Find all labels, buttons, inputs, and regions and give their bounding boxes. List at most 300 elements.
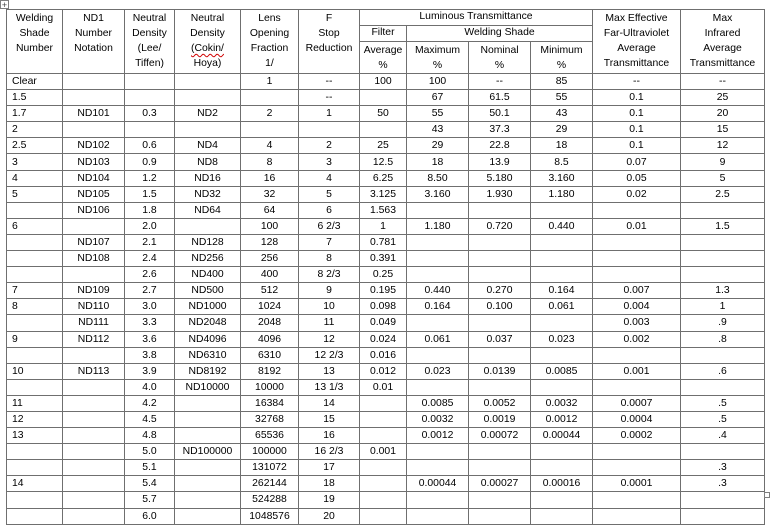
cell-filter-average: 0.01 bbox=[360, 379, 407, 395]
cell-neutral-lee: 3.8 bbox=[125, 347, 175, 363]
cell-filter-average: 12.5 bbox=[360, 154, 407, 170]
table-row bbox=[7, 90, 765, 106]
cell-neutral-cokin: ND8 bbox=[175, 154, 241, 170]
cell-lens-fraction: 100000 bbox=[241, 444, 299, 460]
cell-max-ir: .6 bbox=[681, 363, 765, 379]
cell-maximum: 67 bbox=[407, 90, 469, 106]
cell-lens-fraction: 400 bbox=[241, 267, 299, 283]
cell-max-uv bbox=[593, 508, 681, 524]
cell-minimum: 0.0032 bbox=[531, 395, 593, 411]
cell-neutral-cokin bbox=[175, 476, 241, 492]
cell-nominal: 22.8 bbox=[469, 138, 531, 154]
cell-lens-fraction: 524288 bbox=[241, 492, 299, 508]
cell-lens-fraction: 16384 bbox=[241, 395, 299, 411]
cell-nominal bbox=[469, 267, 531, 283]
cell-neutral-lee: 0.3 bbox=[125, 106, 175, 122]
cell-lens-fraction: 1 bbox=[241, 74, 299, 90]
cell-max-uv bbox=[593, 234, 681, 250]
cell-maximum bbox=[407, 251, 469, 267]
cell-welding-shade: Clear bbox=[7, 74, 63, 90]
cell-neutral-lee: 3.0 bbox=[125, 299, 175, 315]
cell-maximum: 100 bbox=[407, 74, 469, 90]
cell-nominal: 13.9 bbox=[469, 154, 531, 170]
cell-maximum: 3.160 bbox=[407, 186, 469, 202]
cell-fstop: -- bbox=[299, 90, 360, 106]
cell-fstop: 20 bbox=[299, 508, 360, 524]
cell-filter-average bbox=[360, 428, 407, 444]
table-row bbox=[7, 170, 765, 186]
cell-minimum bbox=[531, 234, 593, 250]
cell-nominal: 0.00027 bbox=[469, 476, 531, 492]
cell-lens-fraction: 4 bbox=[241, 138, 299, 154]
cell-filter-average: 100 bbox=[360, 74, 407, 90]
cell-maximum: 0.00044 bbox=[407, 476, 469, 492]
table-row bbox=[7, 283, 765, 299]
cell-neutral-cokin bbox=[175, 428, 241, 444]
cell-nd1: ND109 bbox=[63, 283, 125, 299]
cell-lens-fraction: 1024 bbox=[241, 299, 299, 315]
cell-maximum: 0.023 bbox=[407, 363, 469, 379]
cell-welding-shade: 11 bbox=[7, 395, 63, 411]
cell-nd1 bbox=[63, 347, 125, 363]
cell-welding-shade: 1.5 bbox=[7, 90, 63, 106]
cell-welding-shade: 3 bbox=[7, 154, 63, 170]
cell-neutral-cokin: ND2 bbox=[175, 106, 241, 122]
cell-nd1 bbox=[63, 411, 125, 427]
cell-nd1 bbox=[63, 267, 125, 283]
cell-nominal: 5.180 bbox=[469, 170, 531, 186]
cell-nd1 bbox=[63, 476, 125, 492]
cell-lens-fraction: 10000 bbox=[241, 379, 299, 395]
cell-max-ir bbox=[681, 347, 765, 363]
cell-maximum: 0.061 bbox=[407, 331, 469, 347]
cell-filter-average bbox=[360, 508, 407, 524]
cell-filter-average bbox=[360, 411, 407, 427]
cell-neutral-cokin: ND100000 bbox=[175, 444, 241, 460]
cell-filter-average: 0.001 bbox=[360, 444, 407, 460]
cell-welding-shade: 6 bbox=[7, 218, 63, 234]
cell-nd1 bbox=[63, 122, 125, 138]
cell-neutral-lee: 5.7 bbox=[125, 492, 175, 508]
cell-lens-fraction: 65536 bbox=[241, 428, 299, 444]
cell-lens-fraction: 512 bbox=[241, 283, 299, 299]
header-minimum: Minimum % bbox=[531, 42, 593, 74]
cell-max-uv: 0.004 bbox=[593, 299, 681, 315]
cell-filter-average: 0.25 bbox=[360, 267, 407, 283]
cell-welding-shade bbox=[7, 460, 63, 476]
cell-lens-fraction: 100 bbox=[241, 218, 299, 234]
cell-neutral-cokin bbox=[175, 74, 241, 90]
cell-neutral-lee: 5.1 bbox=[125, 460, 175, 476]
cell-maximum bbox=[407, 347, 469, 363]
table-row bbox=[7, 106, 765, 122]
cell-filter-average: 0.024 bbox=[360, 331, 407, 347]
cell-maximum: 1.180 bbox=[407, 218, 469, 234]
cell-nominal: 0.270 bbox=[469, 283, 531, 299]
cell-nd1 bbox=[63, 379, 125, 395]
cell-max-uv bbox=[593, 267, 681, 283]
cell-nominal: 0.720 bbox=[469, 218, 531, 234]
cell-max-ir bbox=[681, 251, 765, 267]
table-row bbox=[7, 202, 765, 218]
header-welding-shade-number: Welding Shade Number bbox=[7, 10, 63, 74]
cell-filter-average: 0.012 bbox=[360, 363, 407, 379]
shade-density-table bbox=[6, 9, 765, 525]
cell-neutral-cokin: ND4 bbox=[175, 138, 241, 154]
table-row bbox=[7, 218, 765, 234]
header-filter: Filter bbox=[360, 26, 407, 42]
cell-maximum bbox=[407, 234, 469, 250]
cell-welding-shade: 14 bbox=[7, 476, 63, 492]
cell-maximum bbox=[407, 508, 469, 524]
cell-lens-fraction: 64 bbox=[241, 202, 299, 218]
cell-minimum: 3.160 bbox=[531, 170, 593, 186]
cell-welding-shade: 10 bbox=[7, 363, 63, 379]
cell-neutral-lee bbox=[125, 90, 175, 106]
cell-max-ir: 15 bbox=[681, 122, 765, 138]
cell-nd1: ND110 bbox=[63, 299, 125, 315]
cell-max-uv bbox=[593, 251, 681, 267]
cell-minimum bbox=[531, 508, 593, 524]
cell-neutral-lee: 6.0 bbox=[125, 508, 175, 524]
cell-welding-shade: 2 bbox=[7, 122, 63, 138]
cell-minimum bbox=[531, 444, 593, 460]
cell-filter-average: 0.195 bbox=[360, 283, 407, 299]
cell-nd1 bbox=[63, 460, 125, 476]
table-row bbox=[7, 379, 765, 395]
cell-filter-average bbox=[360, 460, 407, 476]
cell-welding-shade: 4 bbox=[7, 170, 63, 186]
cell-max-ir: 5 bbox=[681, 170, 765, 186]
cell-nominal: 50.1 bbox=[469, 106, 531, 122]
cell-neutral-lee: 0.9 bbox=[125, 154, 175, 170]
cell-welding-shade bbox=[7, 508, 63, 524]
cell-max-uv: 0.0007 bbox=[593, 395, 681, 411]
cell-nominal: -- bbox=[469, 74, 531, 90]
cell-nominal bbox=[469, 379, 531, 395]
header-f-stop-reduction: F Stop Reduction bbox=[299, 10, 360, 74]
cell-max-ir: .4 bbox=[681, 428, 765, 444]
cell-fstop: 1 bbox=[299, 106, 360, 122]
cell-neutral-lee: 3.6 bbox=[125, 331, 175, 347]
cell-nd1: ND102 bbox=[63, 138, 125, 154]
cell-minimum: 0.440 bbox=[531, 218, 593, 234]
cell-lens-fraction: 8 bbox=[241, 154, 299, 170]
cell-minimum: 0.00044 bbox=[531, 428, 593, 444]
cell-max-ir bbox=[681, 267, 765, 283]
cell-neutral-cokin bbox=[175, 460, 241, 476]
header-neutral-density-lee-tiffen: Neutral Density (Lee/ Tiffen) bbox=[125, 10, 175, 74]
cell-nominal bbox=[469, 202, 531, 218]
cell-fstop: 2 bbox=[299, 138, 360, 154]
cell-neutral-cokin: ND256 bbox=[175, 251, 241, 267]
cell-max-ir bbox=[681, 508, 765, 524]
cell-minimum: 29 bbox=[531, 122, 593, 138]
cell-neutral-lee: 5.0 bbox=[125, 444, 175, 460]
cell-maximum: 0.164 bbox=[407, 299, 469, 315]
cell-nominal bbox=[469, 460, 531, 476]
header-welding-shade-group: Welding Shade bbox=[407, 26, 593, 42]
cell-nominal: 0.0019 bbox=[469, 411, 531, 427]
cell-max-uv: 0.01 bbox=[593, 218, 681, 234]
cell-filter-average bbox=[360, 90, 407, 106]
cell-neutral-cokin: ND500 bbox=[175, 283, 241, 299]
cell-nominal: 0.0139 bbox=[469, 363, 531, 379]
cell-welding-shade bbox=[7, 315, 63, 331]
cell-fstop: 6 2/3 bbox=[299, 218, 360, 234]
cell-fstop: 5 bbox=[299, 186, 360, 202]
cell-maximum: 18 bbox=[407, 154, 469, 170]
cell-filter-average: 0.098 bbox=[360, 299, 407, 315]
table-row bbox=[7, 234, 765, 250]
cell-nd1 bbox=[63, 395, 125, 411]
cell-welding-shade: 8 bbox=[7, 299, 63, 315]
cell-lens-fraction: 131072 bbox=[241, 460, 299, 476]
cell-maximum bbox=[407, 379, 469, 395]
cell-neutral-cokin bbox=[175, 411, 241, 427]
cell-lens-fraction: 16 bbox=[241, 170, 299, 186]
cell-maximum: 43 bbox=[407, 122, 469, 138]
cell-max-uv bbox=[593, 379, 681, 395]
cell-nominal: 1.930 bbox=[469, 186, 531, 202]
cell-lens-fraction: 32 bbox=[241, 186, 299, 202]
cell-max-ir: 9 bbox=[681, 154, 765, 170]
cell-nd1: ND104 bbox=[63, 170, 125, 186]
cell-lens-fraction: 6310 bbox=[241, 347, 299, 363]
table-row bbox=[7, 331, 765, 347]
cell-fstop: 8 2/3 bbox=[299, 267, 360, 283]
cell-nd1: ND103 bbox=[63, 154, 125, 170]
table-row bbox=[7, 476, 765, 492]
cell-max-uv: 0.07 bbox=[593, 154, 681, 170]
cell-neutral-lee: 3.9 bbox=[125, 363, 175, 379]
cell-maximum bbox=[407, 444, 469, 460]
cell-maximum: 8.50 bbox=[407, 170, 469, 186]
cell-maximum bbox=[407, 315, 469, 331]
cell-max-uv: 0.1 bbox=[593, 122, 681, 138]
cell-max-ir bbox=[681, 234, 765, 250]
cell-minimum: 0.061 bbox=[531, 299, 593, 315]
cell-nd1: ND105 bbox=[63, 186, 125, 202]
cell-nominal: 0.037 bbox=[469, 331, 531, 347]
cell-minimum: 0.164 bbox=[531, 283, 593, 299]
cell-lens-fraction: 2 bbox=[241, 106, 299, 122]
cell-maximum: 0.440 bbox=[407, 283, 469, 299]
cell-neutral-lee: 1.5 bbox=[125, 186, 175, 202]
cell-nominal: 37.3 bbox=[469, 122, 531, 138]
cell-max-ir: 12 bbox=[681, 138, 765, 154]
cell-neutral-cokin: ND16 bbox=[175, 170, 241, 186]
cell-welding-shade bbox=[7, 444, 63, 460]
cell-max-ir: .9 bbox=[681, 315, 765, 331]
cell-max-ir: 25 bbox=[681, 90, 765, 106]
cell-minimum: 0.0085 bbox=[531, 363, 593, 379]
cell-neutral-lee: 5.4 bbox=[125, 476, 175, 492]
cell-welding-shade: 12 bbox=[7, 411, 63, 427]
cell-max-uv: 0.0004 bbox=[593, 411, 681, 427]
cell-nominal: 0.100 bbox=[469, 299, 531, 315]
cell-nd1: ND113 bbox=[63, 363, 125, 379]
cell-fstop: 13 bbox=[299, 363, 360, 379]
cell-nd1: ND111 bbox=[63, 315, 125, 331]
cell-filter-average: 0.016 bbox=[360, 347, 407, 363]
table-move-handle-icon[interactable]: + bbox=[1, 0, 8, 10]
header-lens-opening-fraction: Lens Opening Fraction 1/ bbox=[241, 10, 299, 74]
header-max-infrared: Max Infrared Average Transmittance bbox=[681, 10, 765, 74]
cell-nd1 bbox=[63, 90, 125, 106]
cell-max-ir: .5 bbox=[681, 411, 765, 427]
cell-fstop: 8 bbox=[299, 251, 360, 267]
cell-neutral-cokin: ND400 bbox=[175, 267, 241, 283]
cell-maximum bbox=[407, 202, 469, 218]
cell-neutral-cokin: ND128 bbox=[175, 234, 241, 250]
cell-nominal bbox=[469, 251, 531, 267]
cell-neutral-lee: 2.6 bbox=[125, 267, 175, 283]
cell-nominal bbox=[469, 444, 531, 460]
table-header bbox=[7, 10, 765, 74]
cell-neutral-lee: 2.0 bbox=[125, 218, 175, 234]
cell-neutral-lee: 4.2 bbox=[125, 395, 175, 411]
cell-nominal bbox=[469, 508, 531, 524]
cell-max-ir: 20 bbox=[681, 106, 765, 122]
cell-lens-fraction: 2048 bbox=[241, 315, 299, 331]
cell-filter-average: 3.125 bbox=[360, 186, 407, 202]
cell-minimum bbox=[531, 202, 593, 218]
cell-max-ir: 1 bbox=[681, 299, 765, 315]
cell-filter-average bbox=[360, 122, 407, 138]
cell-max-ir: .3 bbox=[681, 460, 765, 476]
cell-maximum: 0.0085 bbox=[407, 395, 469, 411]
cell-fstop: 13 1/3 bbox=[299, 379, 360, 395]
cell-max-uv bbox=[593, 460, 681, 476]
cell-lens-fraction: 256 bbox=[241, 251, 299, 267]
cell-neutral-lee: 2.7 bbox=[125, 283, 175, 299]
table-row bbox=[7, 154, 765, 170]
cell-welding-shade: 13 bbox=[7, 428, 63, 444]
cell-lens-fraction: 128 bbox=[241, 234, 299, 250]
table-row bbox=[7, 444, 765, 460]
cell-max-ir: .3 bbox=[681, 476, 765, 492]
table-row bbox=[7, 267, 765, 283]
cell-max-uv: 0.002 bbox=[593, 331, 681, 347]
cell-fstop: 14 bbox=[299, 395, 360, 411]
cell-nd1: ND101 bbox=[63, 106, 125, 122]
cell-fstop: 11 bbox=[299, 315, 360, 331]
cell-fstop: 7 bbox=[299, 234, 360, 250]
cell-lens-fraction bbox=[241, 90, 299, 106]
cell-minimum bbox=[531, 315, 593, 331]
header-maximum: Maximum % bbox=[407, 42, 469, 74]
cell-filter-average bbox=[360, 395, 407, 411]
cell-max-ir: .8 bbox=[681, 331, 765, 347]
cell-fstop: -- bbox=[299, 74, 360, 90]
cell-minimum: 43 bbox=[531, 106, 593, 122]
cell-filter-average: 0.049 bbox=[360, 315, 407, 331]
cell-maximum: 55 bbox=[407, 106, 469, 122]
cell-max-uv bbox=[593, 347, 681, 363]
cell-minimum: 18 bbox=[531, 138, 593, 154]
cell-neutral-cokin: ND8192 bbox=[175, 363, 241, 379]
cell-nd1: ND107 bbox=[63, 234, 125, 250]
cell-maximum: 0.0032 bbox=[407, 411, 469, 427]
table-row bbox=[7, 122, 765, 138]
header-max-far-ultraviolet: Max Effective Far-Ultraviolet Average Transmittance bbox=[593, 10, 681, 74]
cell-max-uv: -- bbox=[593, 74, 681, 90]
cell-neutral-lee: 4.0 bbox=[125, 379, 175, 395]
table-body bbox=[7, 74, 765, 525]
cell-fstop: 16 bbox=[299, 428, 360, 444]
cell-max-uv: 0.1 bbox=[593, 106, 681, 122]
header-luminous-transmittance: Luminous Transmittance bbox=[360, 10, 593, 26]
cell-max-uv bbox=[593, 444, 681, 460]
cell-lens-fraction bbox=[241, 122, 299, 138]
cell-max-ir: 1.5 bbox=[681, 218, 765, 234]
cell-lens-fraction: 1048576 bbox=[241, 508, 299, 524]
cell-neutral-lee: 1.2 bbox=[125, 170, 175, 186]
cell-fstop: 17 bbox=[299, 460, 360, 476]
cell-max-uv bbox=[593, 202, 681, 218]
cell-minimum bbox=[531, 347, 593, 363]
cell-filter-average: 0.781 bbox=[360, 234, 407, 250]
table-row bbox=[7, 138, 765, 154]
cell-max-uv: 0.02 bbox=[593, 186, 681, 202]
cell-fstop: 9 bbox=[299, 283, 360, 299]
cell-fstop: 19 bbox=[299, 492, 360, 508]
cell-neutral-lee: 2.4 bbox=[125, 251, 175, 267]
table-row bbox=[7, 460, 765, 476]
cell-nominal: 61.5 bbox=[469, 90, 531, 106]
cell-neutral-lee: 0.6 bbox=[125, 138, 175, 154]
cell-filter-average: 0.391 bbox=[360, 251, 407, 267]
cell-filter-average: 1.563 bbox=[360, 202, 407, 218]
cell-neutral-lee: 4.8 bbox=[125, 428, 175, 444]
cell-max-ir: 1.3 bbox=[681, 283, 765, 299]
cell-maximum: 0.0012 bbox=[407, 428, 469, 444]
cell-neutral-cokin: ND64 bbox=[175, 202, 241, 218]
cell-filter-average: 1 bbox=[360, 218, 407, 234]
cell-max-ir: 2.5 bbox=[681, 186, 765, 202]
cell-neutral-lee: 4.5 bbox=[125, 411, 175, 427]
cell-nd1 bbox=[63, 218, 125, 234]
cell-max-uv: 0.0002 bbox=[593, 428, 681, 444]
header-nominal: Nominal % bbox=[469, 42, 531, 74]
cell-max-uv: 0.0001 bbox=[593, 476, 681, 492]
cell-filter-average bbox=[360, 476, 407, 492]
cell-welding-shade: 2.5 bbox=[7, 138, 63, 154]
cell-nd1 bbox=[63, 428, 125, 444]
cell-filter-average: 50 bbox=[360, 106, 407, 122]
cell-neutral-lee bbox=[125, 122, 175, 138]
cell-welding-shade bbox=[7, 379, 63, 395]
cell-max-uv: 0.003 bbox=[593, 315, 681, 331]
cell-minimum bbox=[531, 251, 593, 267]
cell-minimum: 55 bbox=[531, 90, 593, 106]
cell-welding-shade bbox=[7, 347, 63, 363]
cell-lens-fraction: 262144 bbox=[241, 476, 299, 492]
cell-max-ir bbox=[681, 444, 765, 460]
cell-max-ir bbox=[681, 379, 765, 395]
cell-max-ir bbox=[681, 202, 765, 218]
header-filter-average: Average % bbox=[360, 42, 407, 74]
cell-welding-shade: 1.7 bbox=[7, 106, 63, 122]
header-neutral-density-cokin-hoya: Neutral Density (Cokin/ Hoya) bbox=[175, 10, 241, 74]
table-row bbox=[7, 74, 765, 90]
cell-neutral-lee: 1.8 bbox=[125, 202, 175, 218]
table-resize-handle-icon[interactable] bbox=[764, 492, 770, 498]
cell-nd1 bbox=[63, 74, 125, 90]
cell-welding-shade bbox=[7, 234, 63, 250]
cell-max-ir: .5 bbox=[681, 395, 765, 411]
